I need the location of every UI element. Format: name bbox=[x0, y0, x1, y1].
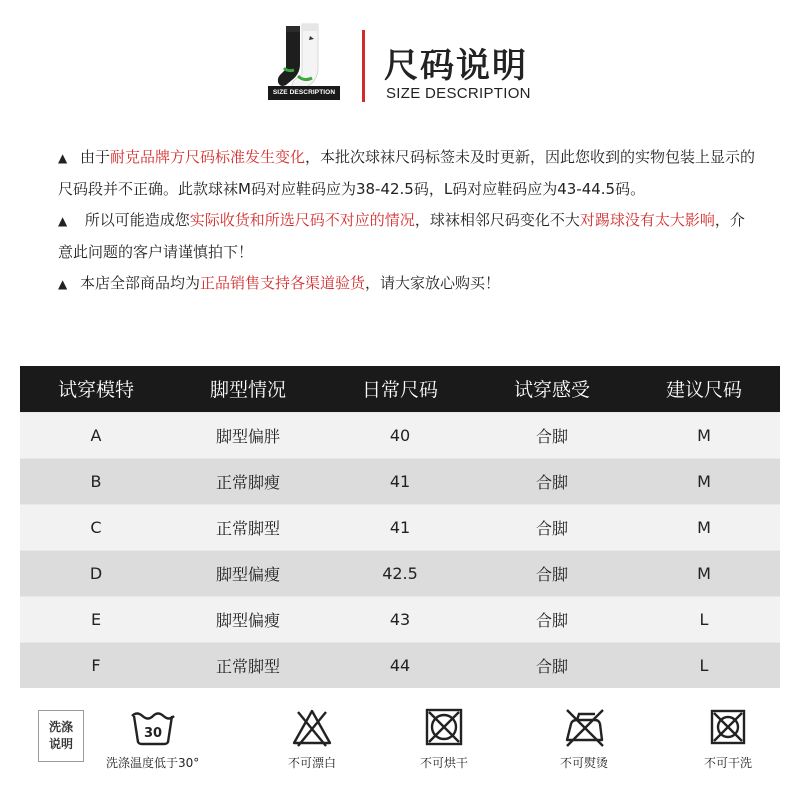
notice-paragraph-3: ▲ 本店全部商品均为正品销售支持各渠道验货，请大家放心购买！ bbox=[58, 268, 758, 300]
page-subtitle: SIZE DESCRIPTION bbox=[386, 85, 531, 102]
page-title: 尺码说明 bbox=[384, 46, 528, 86]
care-item-no-iron bbox=[560, 706, 608, 771]
size-notice bbox=[58, 142, 758, 300]
table-cell: C bbox=[20, 504, 172, 550]
table-cell: D bbox=[20, 550, 172, 596]
notice-highlight: 正品销售支持各渠道验货 bbox=[200, 274, 366, 292]
notice-paragraph-1: ▲ 由于耐克品牌方尺码标准发生变化，本批次球袜尺码标签未及时更新，因此您收到的实物包装上显示的尺码段并不正确。此款球袜M码对应鞋码应为38-42.5码，L码对应鞋码应为43-44.5码。 bbox=[58, 142, 758, 205]
care-instructions bbox=[0, 700, 800, 800]
no-dry-clean-icon bbox=[705, 706, 751, 748]
table-row bbox=[20, 412, 780, 458]
notice-highlight: 对踢球没有太大影响 bbox=[579, 211, 715, 229]
table-cell: L bbox=[628, 642, 780, 688]
table-cell: L bbox=[628, 596, 780, 642]
care-item-no-dry-clean bbox=[704, 706, 752, 771]
table-cell: 40 bbox=[324, 412, 476, 458]
table-row bbox=[20, 642, 780, 688]
column-header: 建议尺码 bbox=[628, 366, 780, 412]
table-header-row bbox=[20, 366, 780, 412]
table-cell: 合脚 bbox=[476, 412, 628, 458]
header bbox=[0, 0, 800, 120]
table-row bbox=[20, 550, 780, 596]
table-cell: M bbox=[628, 550, 780, 596]
no-iron-icon bbox=[561, 706, 607, 748]
table-cell: 脚型偏胖 bbox=[172, 412, 324, 458]
table-cell: M bbox=[628, 458, 780, 504]
table-cell: 合脚 bbox=[476, 596, 628, 642]
care-badge: 洗涤 说明 bbox=[38, 710, 84, 762]
table-cell: 43 bbox=[324, 596, 476, 642]
care-label: 洗涤温度低于30° bbox=[106, 756, 200, 770]
table-cell: 合脚 bbox=[476, 642, 628, 688]
thumb-label: SIZE DESCRIPTION bbox=[268, 86, 340, 100]
care-item-wash bbox=[106, 706, 199, 771]
table-cell: 合脚 bbox=[476, 550, 628, 596]
notice-highlight: 实际收货和所选尺码不对应的情况 bbox=[189, 211, 415, 229]
table-cell: 合脚 bbox=[476, 458, 628, 504]
table-cell: 正常脚型 bbox=[172, 642, 324, 688]
table-cell: A bbox=[20, 412, 172, 458]
triangle-bullet-icon: ▲ bbox=[58, 277, 68, 291]
table-cell: M bbox=[628, 412, 780, 458]
table-row bbox=[20, 458, 780, 504]
table-cell: 41 bbox=[324, 504, 476, 550]
table-cell: 合脚 bbox=[476, 504, 628, 550]
care-item-no-bleach bbox=[288, 706, 336, 771]
table-row bbox=[20, 596, 780, 642]
no-bleach-icon bbox=[289, 706, 335, 748]
column-header: 脚型情况 bbox=[172, 366, 324, 412]
table-cell: 脚型偏瘦 bbox=[172, 596, 324, 642]
no-tumble-dry-icon bbox=[421, 706, 467, 748]
care-label: 不可烘干 bbox=[420, 756, 469, 770]
care-item-no-tumble-dry bbox=[420, 706, 468, 771]
table-cell: 正常脚瘦 bbox=[172, 458, 324, 504]
wash-30-icon bbox=[130, 706, 176, 748]
care-label: 不可干洗 bbox=[704, 756, 753, 770]
column-header: 试穿感受 bbox=[476, 366, 628, 412]
svg-text:30: 30 bbox=[143, 726, 162, 741]
table-cell: 44 bbox=[324, 642, 476, 688]
table-cell: B bbox=[20, 458, 172, 504]
triangle-bullet-icon: ▲ bbox=[58, 214, 68, 228]
column-header: 试穿模特 bbox=[20, 366, 172, 412]
table-cell: 正常脚型 bbox=[172, 504, 324, 550]
care-label: 不可熨烫 bbox=[560, 756, 609, 770]
notice-highlight: 耐克品牌方尺码标准发生变化 bbox=[110, 148, 306, 166]
table-cell: F bbox=[20, 642, 172, 688]
table-cell: 42.5 bbox=[324, 550, 476, 596]
notice-paragraph-2: ▲ 所以可能造成您实际收货和所选尺码不对应的情况，球袜相邻尺码变化不大对踢球没有太大影响，介意此问题的客户请谨慎拍下！ bbox=[58, 205, 758, 268]
table-cell: M bbox=[628, 504, 780, 550]
table-row bbox=[20, 504, 780, 550]
table-cell: E bbox=[20, 596, 172, 642]
triangle-bullet-icon: ▲ bbox=[58, 151, 68, 165]
table-cell: 脚型偏瘦 bbox=[172, 550, 324, 596]
header-divider bbox=[362, 30, 365, 102]
care-label: 不可漂白 bbox=[288, 756, 337, 770]
size-table bbox=[20, 366, 780, 688]
column-header: 日常尺码 bbox=[324, 366, 476, 412]
table-cell: 41 bbox=[324, 458, 476, 504]
